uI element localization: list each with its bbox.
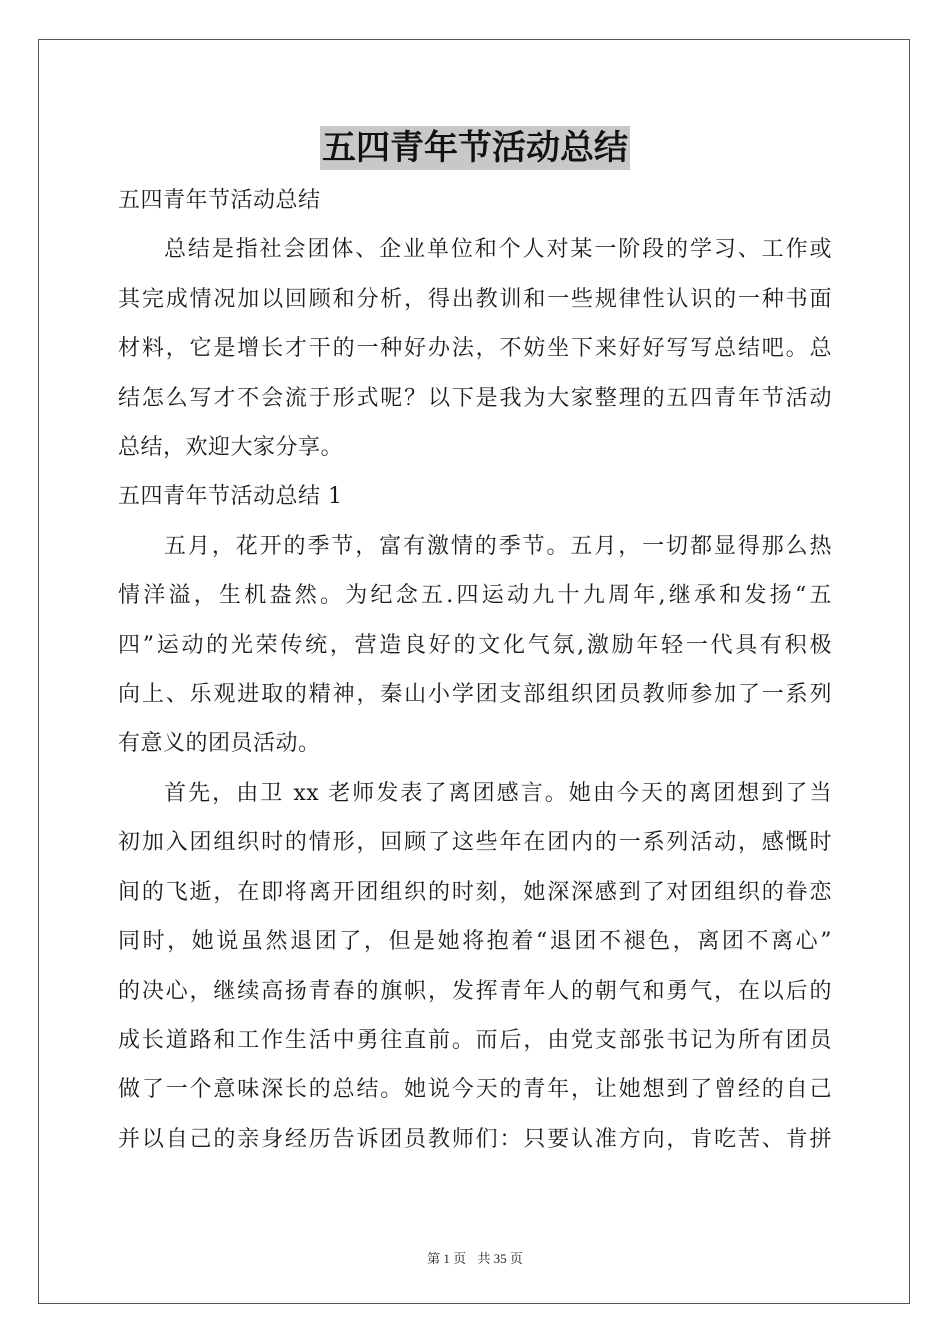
text-line: 总结是指社会团体、企业单位和个人对某一阶段的学习、工作或 — [164, 237, 832, 263]
text-line: 首先，由卫 xx 老师发表了离团感言。她由今天的离团想到了当 — [164, 780, 832, 806]
text-line: 并以自己的亲身经历告诉团员教师们：只要认准方向，肯吃苦、肯拼 — [118, 1126, 832, 1152]
text-line: 结怎么写才不会流于形式呢？以下是我为大家整理的五四青年节活动 — [118, 385, 832, 411]
text-line: 有意义的团员活动。 — [118, 731, 321, 757]
title-container — [0, 126, 950, 170]
text-line: 做了一个意味深长的总结。她说今天的青年，让她想到了曾经的自己 — [118, 1077, 832, 1103]
document-title: 五四青年节活动总结 — [322, 128, 628, 168]
page-footer — [0, 1248, 950, 1267]
section-heading: 五四青年节活动总结 1 — [118, 484, 343, 510]
page-total: 共 35 页 — [477, 1251, 523, 1266]
text-line: 同时，她说虽然退团了，但是她将抱着“退团不褪色，离团不离心” — [118, 929, 832, 955]
text-line: 材料，它是增长才干的一种好办法，不妨坐下来好好写写总结吧。总 — [118, 336, 832, 362]
text-line: 其完成情况加以回顾和分析，得出教训和一些规律性认识的一种书面 — [118, 286, 832, 312]
text-line: 五月，花开的季节，富有激情的季节。五月，一切都显得那么热 — [164, 533, 832, 559]
section-heading: 五四青年节活动总结 — [118, 188, 321, 213]
text-line: 向上、乐观进取的精神，秦山小学团支部组织团员教师参加了一系列 — [118, 682, 832, 708]
text-line: 四”运动的光荣传统，营造良好的文化气氛,激励年轻一代具有积极 — [118, 632, 832, 658]
page-number: 第 1 页 — [427, 1251, 467, 1266]
text-line: 成长道路和工作生活中勇往直前。而后，由党支部张书记为所有团员 — [118, 1027, 832, 1053]
text-line: 初加入团组织时的情形，回顾了这些年在团内的一系列活动，感慨时 — [118, 830, 832, 856]
text-line: 间的飞逝，在即将离开团组织的时刻，她深深感到了对团组织的眷恋 — [118, 879, 832, 905]
document-body — [118, 176, 832, 1164]
text-line: 总结，欢迎大家分享。 — [118, 435, 344, 461]
text-line: 的决心，继续高扬青春的旗帜，发挥青年人的朝气和勇气，在以后的 — [118, 978, 832, 1004]
text-line: 情洋溢，生机盎然。为纪念五.四运动九十九周年,继承和发扬“五 — [118, 583, 832, 609]
